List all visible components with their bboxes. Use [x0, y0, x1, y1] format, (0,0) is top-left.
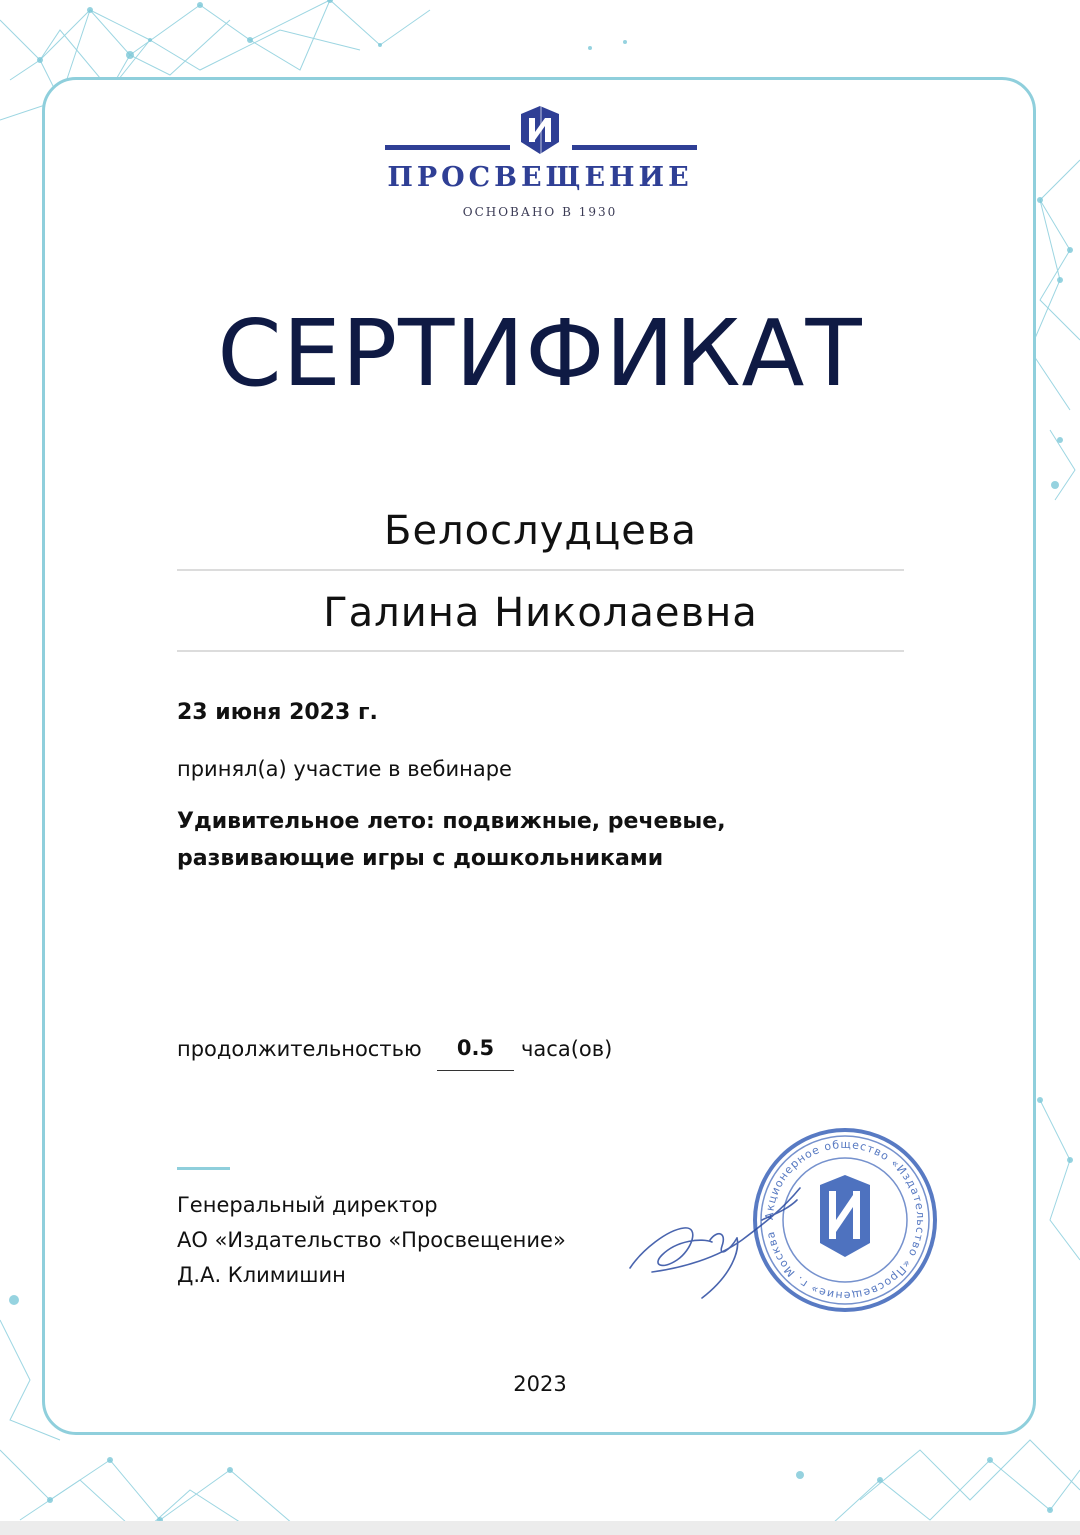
duration-unit: часа(ов)	[521, 1037, 613, 1061]
duration-label: продолжительностью	[177, 1037, 422, 1061]
bottom-strip	[0, 1521, 1080, 1535]
webinar-topic-line-1: Удивительное лето: подвижные, речевые,	[177, 809, 726, 834]
logo-subtitle: ОСНОВАНО В 1930	[462, 205, 618, 219]
recipient-surname: Белослудцева	[384, 508, 697, 554]
certificate-year: 2023	[513, 1372, 567, 1396]
handwritten-signature-icon	[622, 1180, 812, 1305]
signatory-accent-rule	[177, 1167, 230, 1170]
surname-rule	[177, 569, 904, 571]
given-names-rule	[177, 650, 904, 652]
logo-right-line	[572, 145, 697, 150]
signatory-name: Д.А. Климишин	[177, 1263, 346, 1287]
prosveshchenie-logo-icon	[519, 104, 561, 156]
certificate-date: 23 июня 2023 г.	[177, 700, 378, 725]
signatory-position: Генеральный директор	[177, 1193, 438, 1217]
signatory-block	[177, 1188, 566, 1293]
certificate-title: СЕРТИФИКАТ	[217, 300, 863, 407]
logo-name: ПРОСВЕЩЕНИЕ	[387, 162, 693, 193]
duration-value: 0.5	[456, 1036, 495, 1060]
signatory-organization: АО «Издательство «Просвещение»	[177, 1228, 566, 1252]
recipient-given-names: Галина Николаевна	[323, 590, 758, 636]
participation-text: принял(а) участие в вебинаре	[177, 757, 512, 781]
seal-text: Акционерное общество «Издательство «Просвещение» г. Москва	[762, 1137, 928, 1303]
duration-rule	[437, 1070, 514, 1071]
webinar-topic-line-2: развивающие игры с дошкольниками	[177, 846, 664, 871]
logo-left-line	[385, 145, 510, 150]
